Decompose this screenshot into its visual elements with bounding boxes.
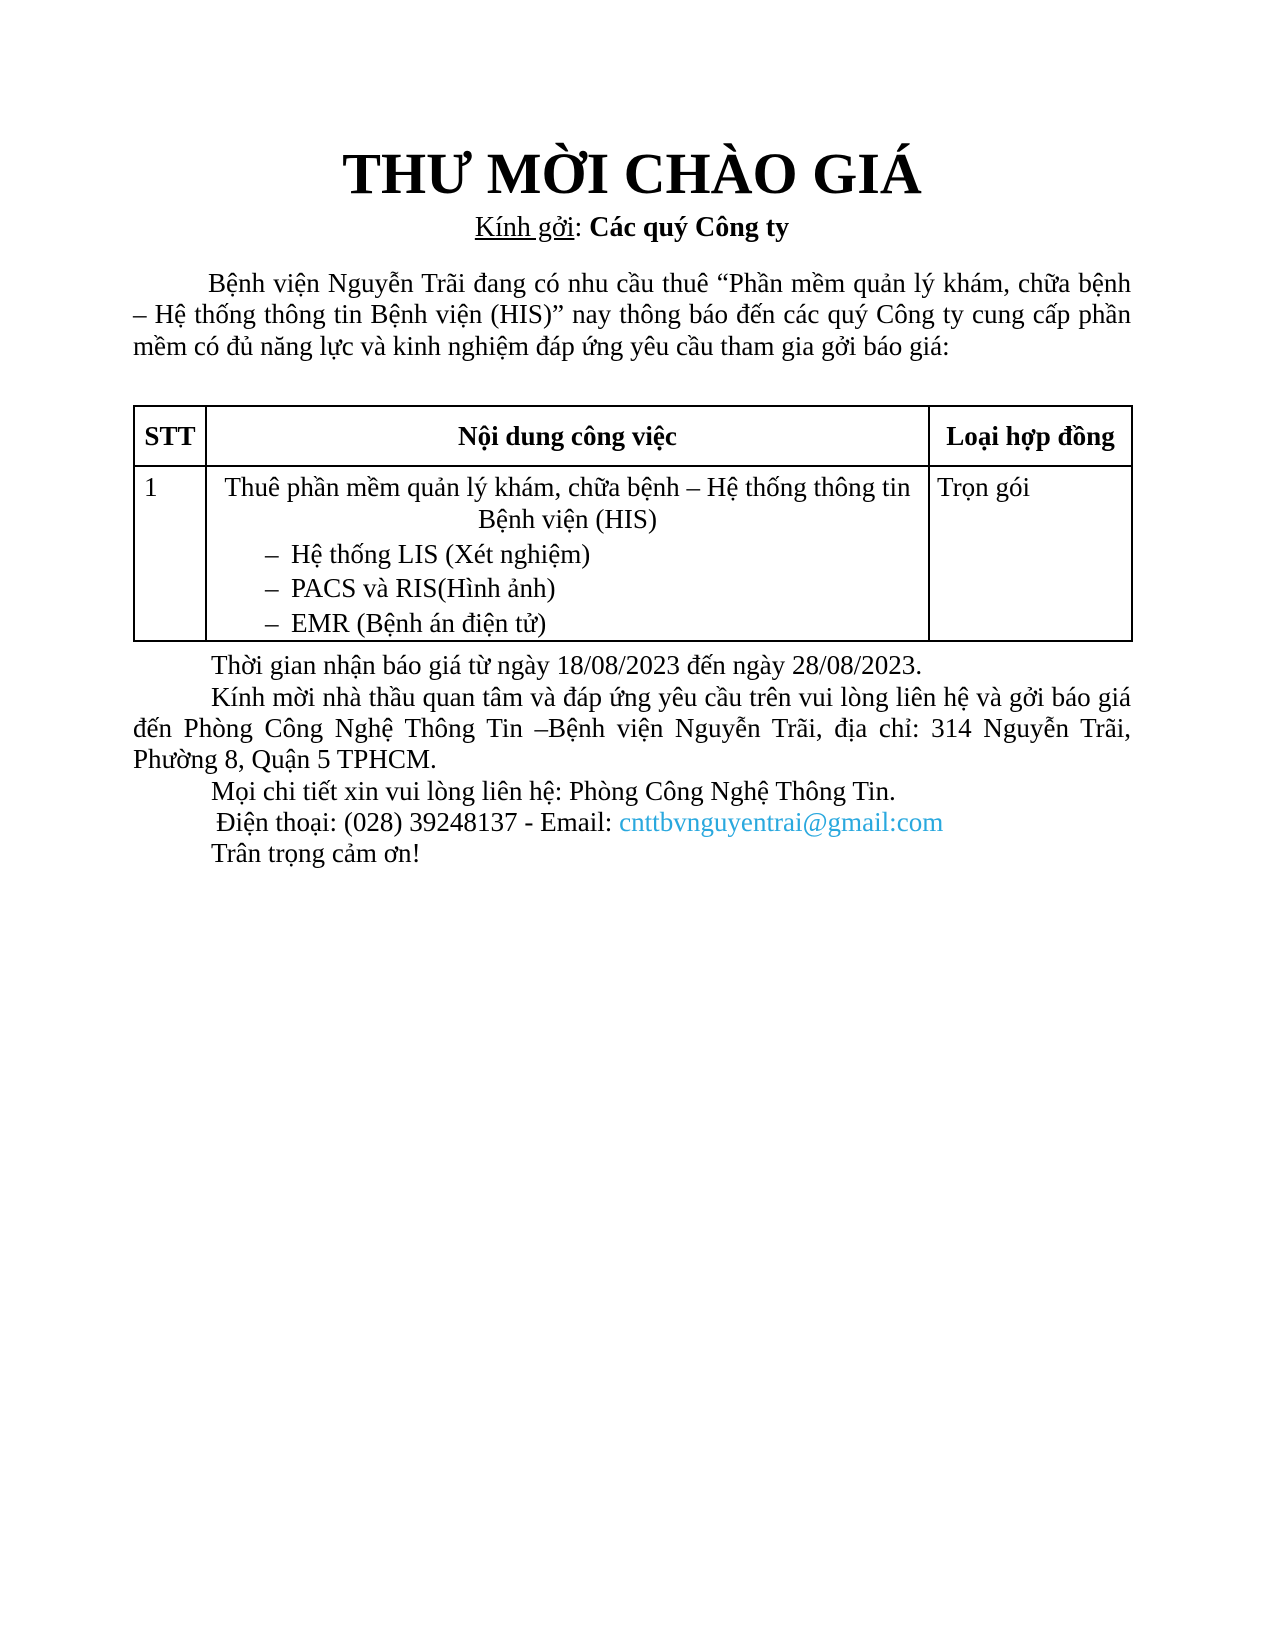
salutation-value: Các quý Công ty (589, 212, 790, 243)
column-header-contract-type: Loại hợp đồng (929, 406, 1132, 466)
phone-email-label: Điện thoại: (028) 39248137 - Email: (216, 806, 620, 837)
list-item-text: PACS và RIS(Hình ảnh) (291, 573, 556, 604)
contract-type-cell: Trọn gói (929, 466, 1132, 642)
list-item-text: Hệ thống LIS (Xét nghiệm) (291, 538, 591, 569)
document-title: THƯ MỜI CHÀO GIÁ (342, 141, 922, 206)
salutation-separator: : (574, 212, 590, 243)
dash-bullet: – (265, 538, 279, 569)
table-header-row (134, 406, 1132, 466)
column-header-work-content: Nội dung công việc (206, 406, 929, 466)
email-link[interactable]: cnttbvnguyentrai@gmail:com (619, 806, 944, 837)
deadline-paragraph: Thời gian nhận báo giá từ ngày 18/08/2023 đến ngày 28/08/2023. (211, 650, 923, 681)
invitation-paragraph: Kính mời nhà thầu quan tâm và đáp ứng yêu cầu trên vui lòng liên hệ và gởi báo giá đến Phòng Công Nghệ Thông Tin –Bệnh viện Nguyễn Trãi, địa chỉ: 314 Nguyễn Trãi, Phường 8, Quận 5 TPHCM. (133, 681, 1131, 775)
list-item (213, 537, 922, 572)
row-content-cell (206, 466, 929, 642)
row-index-cell: 1 (134, 466, 206, 642)
work-item-sublist (213, 537, 922, 641)
thanks-paragraph: Trân trọng cảm ơn! (211, 838, 421, 869)
document-page (133, 0, 1131, 869)
work-items-table (133, 405, 1133, 643)
list-item (213, 571, 922, 606)
contact-paragraph: Mọi chi tiết xin vui lòng liên hệ: Phòng Công Nghệ Thông Tin. (211, 775, 896, 806)
work-item-title: Thuê phần mềm quản lý khám, chữa bệnh – Hệ thống thông tin Bệnh viện (HIS) (224, 471, 911, 534)
column-header-stt: STT (134, 406, 206, 466)
salutation-line (133, 211, 1131, 245)
list-item-text: EMR (Bệnh án điện tử) (291, 607, 547, 638)
phone-email-line (133, 807, 1131, 838)
intro-paragraph: Bệnh viện Nguyễn Trãi đang có nhu cầu thuê “Phần mềm quản lý khám, chữa bệnh – Hệ thống thông tin Bệnh viện (HIS)” nay thông báo đến các quý Công ty cung cấp phần mềm có đủ năng lực và kinh nghiệm đáp ứng yêu cầu tham gia gởi báo giá: (133, 268, 1131, 361)
dash-bullet: – (265, 607, 279, 638)
dash-bullet: – (265, 573, 279, 604)
table-row (134, 466, 1132, 642)
salutation-label: Kính gởi (474, 212, 575, 243)
list-item (213, 606, 922, 641)
